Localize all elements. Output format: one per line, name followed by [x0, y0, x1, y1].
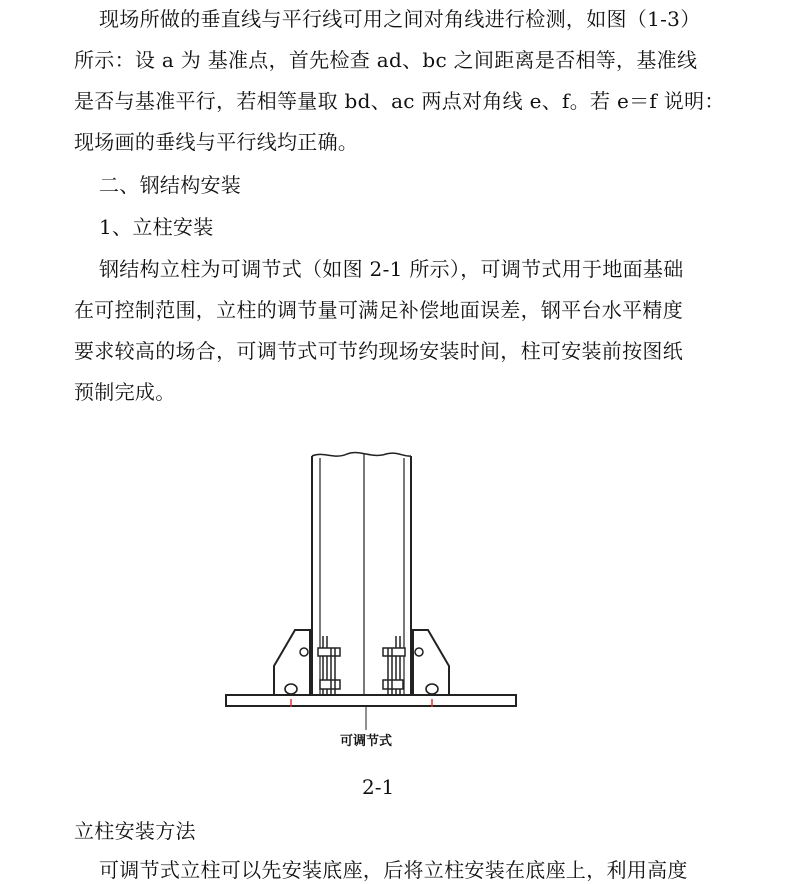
text-line: 可调节式立柱可以先安装底座，后将立柱安装在底座上，利用高度 — [99, 858, 688, 882]
section-heading: 二、钢结构安装 — [99, 173, 242, 197]
left-gusset — [274, 630, 310, 695]
figure-caption: 2-1 — [362, 775, 395, 799]
right-gusset — [413, 630, 449, 695]
text-line: 预制完成。 — [74, 380, 176, 404]
text-line: 要求较高的场合，可调节式可节约现场安装时间，柱可安装前按图纸 — [74, 339, 683, 363]
adjustable-column-figure — [214, 448, 528, 760]
text-line: 在可控制范围，立柱的调节量可满足补偿地面误差，钢平台水平精度 — [74, 298, 683, 322]
text-line: 现场画的垂线与平行线均正确。 — [74, 130, 359, 154]
base-plate — [226, 695, 516, 706]
right-bolt-assembly — [383, 636, 405, 695]
left-bolt-assembly — [318, 636, 340, 695]
text-line: 现场所做的垂直线与平行线可用之间对角线进行检测，如图（1-3） — [99, 7, 701, 31]
subsection-heading: 1、立柱安装 — [99, 215, 214, 239]
figure-inner-label: 可调节式 — [339, 734, 393, 749]
text-line: 所示：设 a 为 基准点，首先检查 ad、bc 之间距离是否相等，基准线 — [74, 48, 698, 72]
method-heading: 立柱安装方法 — [74, 819, 196, 843]
text-line: 钢结构立柱为可调节式（如图 2-1 所示），可调节式用于地面基础 — [99, 257, 684, 281]
text-line: 是否与基准平行，若相等量取 bd、ac 两点对角线 e、f。若 e＝f 说明： — [74, 89, 725, 113]
